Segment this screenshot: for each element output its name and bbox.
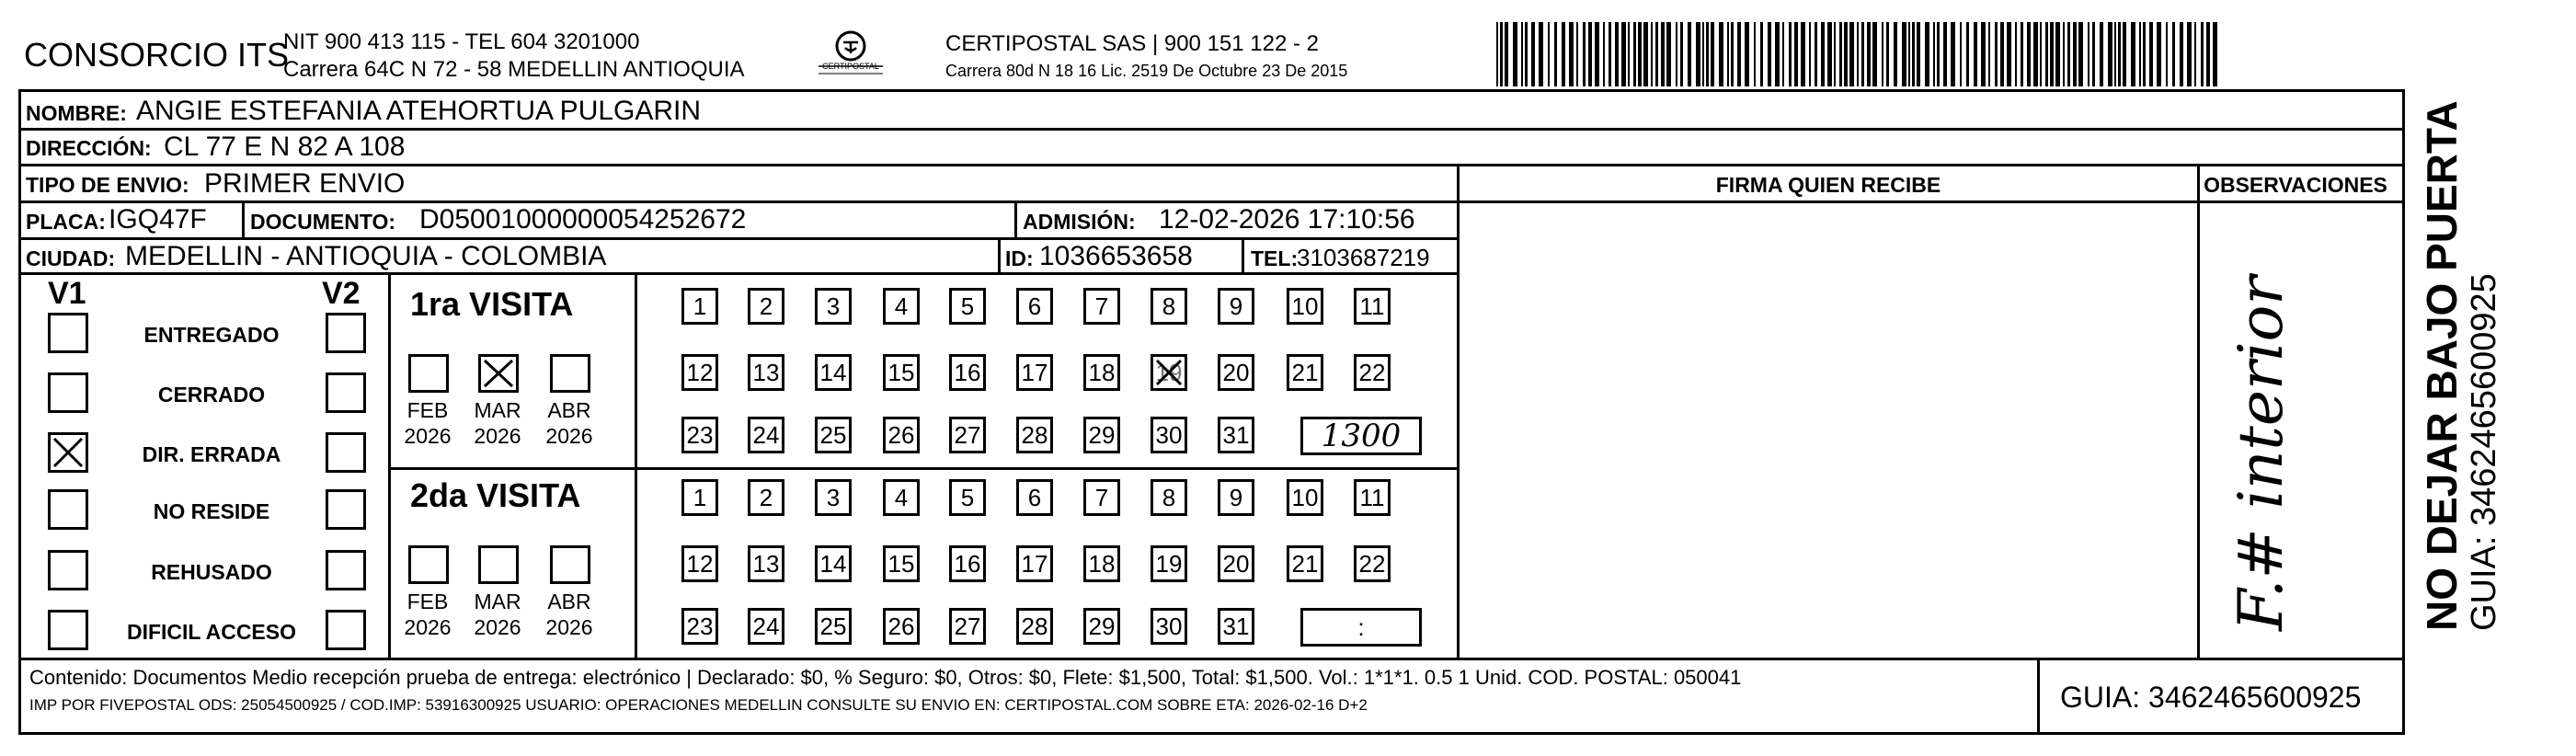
barcode-bar: [2180, 22, 2183, 86]
visit-1-title: 1ra VISITA: [410, 285, 574, 323]
month-label: MAR: [474, 398, 521, 422]
month-year: 2026: [474, 615, 521, 639]
barcode-bar: [1872, 22, 1877, 86]
month-year: 2026: [545, 424, 593, 448]
barcode-bar: [2143, 22, 2146, 86]
day-box[interactable]: 2: [748, 288, 784, 325]
day-box[interactable]: 11: [1354, 479, 1391, 516]
barcode-bar: [2114, 22, 2116, 86]
barcode-bar: [1775, 22, 1780, 86]
barcode-bar: [1562, 22, 1565, 86]
day-box[interactable]: 29: [1083, 608, 1120, 645]
day-box[interactable]: 26: [883, 417, 920, 453]
v2-checkbox[interactable]: [326, 432, 366, 473]
barcode-bar: [1496, 22, 1498, 86]
barcode-bar: [1912, 22, 1915, 86]
company-name: CONSORCIO ITS: [24, 36, 290, 74]
day-box[interactable]: 1: [681, 479, 718, 516]
barcode-bar: [1821, 22, 1825, 86]
barcode-bar: [1981, 22, 1986, 86]
barcode-bar: [1676, 22, 1677, 86]
barcode-bar: [2055, 22, 2060, 86]
month-label: ABR: [547, 590, 591, 613]
status-label: DIR. ERRADA: [142, 442, 281, 466]
barcode-bar: [2078, 22, 2083, 86]
day-box[interactable]: 27: [949, 417, 986, 453]
barcode-bar: [1782, 22, 1784, 86]
barcode-bar: [1643, 22, 1648, 86]
barcode-bar: [2045, 22, 2048, 86]
barcode-bar: [1727, 22, 1729, 86]
day-box[interactable]: 22: [1354, 354, 1391, 391]
v2-checkbox[interactable]: [326, 313, 366, 353]
day-box[interactable]: 26: [883, 608, 920, 645]
day-box[interactable]: 4: [883, 288, 920, 325]
placa-value: IGQ47F: [109, 204, 207, 235]
day-box[interactable]: 13: [748, 354, 784, 391]
day-box[interactable]: 5: [949, 288, 986, 325]
barcode-bar: [1521, 22, 1523, 86]
barcode-bar: [1809, 22, 1811, 86]
observaciones-header: OBSERVACIONES: [2204, 173, 2387, 197]
barcode-bar: [1505, 22, 1508, 86]
day-box[interactable]: 10: [1287, 479, 1323, 516]
check-mark: [51, 435, 86, 470]
barcode-bar: [1554, 22, 1557, 86]
barcode-bar: [2157, 22, 2161, 86]
month-checkbox[interactable]: [550, 354, 590, 393]
tel-value: 3103687219: [1297, 244, 1430, 271]
barcode-bar: [2206, 22, 2210, 86]
day-box[interactable]: 29: [1083, 417, 1120, 453]
barcode-bar: [1844, 22, 1848, 86]
barcode-bar: [2100, 22, 2103, 86]
observation-text: F.# interior: [2226, 276, 2296, 631]
visit-2-title: 2da VISITA: [410, 476, 581, 514]
day-box[interactable]: 15: [883, 545, 920, 582]
day-box[interactable]: 23: [681, 608, 718, 645]
side-line-2: GUIA: 3462465600925: [2465, 273, 2503, 631]
barcode-bar: [1815, 22, 1817, 86]
barcode-bar: [1531, 22, 1535, 86]
day-box[interactable]: 17: [1016, 545, 1053, 582]
direccion-label: DIRECCIÓN:: [26, 136, 152, 160]
barcode-bar: [2088, 22, 2089, 86]
check-mark: [481, 357, 516, 390]
barcode-bar: [1638, 22, 1642, 86]
barcode-bar: [1615, 22, 1619, 86]
documento-label: DOCUMENTO:: [250, 210, 396, 234]
day-box[interactable]: 3: [815, 288, 852, 325]
barcode-bar: [2139, 22, 2141, 86]
day-box[interactable]: 16: [949, 545, 986, 582]
barcode-bar: [1882, 22, 1883, 86]
side-warning: [2419, 100, 2503, 631]
barcode-bar: [1539, 22, 1543, 86]
day-box[interactable]: 22: [1354, 545, 1391, 582]
barcode-bar: [1525, 22, 1528, 86]
barcode-bar: [1917, 22, 1920, 86]
barcode-bar: [1886, 22, 1889, 86]
v1-checkbox[interactable]: [48, 489, 88, 530]
day-box[interactable]: 31: [1218, 417, 1254, 453]
v2-checkbox[interactable]: [326, 489, 366, 530]
day-box[interactable]: 15: [883, 354, 920, 391]
barcode-bar: [1974, 22, 1977, 86]
day-box[interactable]: 12: [681, 354, 718, 391]
month-label: ABR: [547, 398, 591, 422]
carrier-logo-text: CERTIPOSTAL: [822, 62, 879, 71]
barcode-bar: [1760, 22, 1763, 86]
barcode-bar: [2213, 22, 2217, 86]
barcode-bar: [1857, 22, 1859, 86]
day-box[interactable]: 5: [949, 479, 986, 516]
time-box[interactable]: [1300, 608, 1422, 647]
barcode-bar: [2015, 22, 2017, 86]
barcode-bar: [2166, 22, 2168, 86]
barcode-bar: [1702, 22, 1704, 86]
month-label: MAR: [474, 590, 521, 613]
day-box[interactable]: 10: [1287, 288, 1323, 325]
barcode-bar: [2194, 22, 2196, 86]
barcode-bar: [1621, 22, 1626, 86]
barcode-bar: [1754, 22, 1756, 86]
day-box[interactable]: 18: [1083, 354, 1120, 391]
day-box[interactable]: 6: [1016, 479, 1053, 516]
placa-label: PLACA:: [26, 210, 106, 234]
v2-checkbox[interactable]: [326, 610, 366, 650]
v1-checkbox[interactable]: [48, 610, 88, 650]
barcode-bar: [1661, 22, 1665, 86]
day-box[interactable]: 31: [1218, 608, 1254, 645]
day-box[interactable]: 11: [1354, 288, 1391, 325]
day-box[interactable]: 28: [1016, 417, 1053, 453]
footer-guia: GUIA: 3462465600925: [2060, 681, 2362, 714]
barcode-bar: [1651, 22, 1653, 86]
barcode-bar: [1933, 22, 1935, 86]
barcode-bar: [1834, 22, 1836, 86]
barcode-bar: [1839, 22, 1842, 86]
barcode-bar: [2021, 22, 2023, 86]
barcode-bar: [1995, 22, 1998, 86]
day-box[interactable]: 24: [748, 417, 784, 453]
day-box[interactable]: 27: [949, 608, 986, 645]
direccion-value: CL 77 E N 82 A 108: [164, 132, 406, 162]
carrier-line-1: CERTIPOSTAL SAS | 900 151 122 - 2: [945, 31, 1319, 56]
barcode-bar: [1500, 22, 1503, 86]
company-line-1: NIT 900 413 115 - TEL 604 3201000: [283, 29, 640, 54]
day-box[interactable]: 14: [815, 545, 852, 582]
time-value: :: [1357, 613, 1365, 641]
month-checkbox[interactable]: [478, 545, 519, 584]
day-box[interactable]: 25: [815, 417, 852, 453]
status-label: NO RESIDE: [153, 499, 270, 523]
status-label: CERRADO: [157, 383, 266, 407]
v1-checkbox[interactable]: [48, 550, 88, 590]
day-box[interactable]: 20: [1218, 354, 1254, 391]
barcode-bar: [1908, 22, 1910, 86]
nombre-value: ANGIE ESTEFANIA ATEHORTUA PULGARIN: [136, 96, 702, 126]
barcode-bar: [1801, 22, 1805, 86]
month-year: 2026: [474, 424, 521, 448]
day-box[interactable]: 19: [1151, 354, 1187, 391]
barcode-bar: [1951, 22, 1955, 86]
status-label: DIFICIL ACCESO: [126, 620, 296, 644]
barcode-bar: [1696, 22, 1700, 86]
month-year: 2026: [545, 615, 593, 639]
barcode-bar: [2040, 22, 2042, 86]
barcode-bar: [1513, 22, 1517, 86]
barcode-bar: [1937, 22, 1940, 86]
barcode-bar: [1794, 22, 1798, 86]
barcode-bar: [2050, 22, 2054, 86]
id-label: ID:: [1005, 246, 1034, 270]
firma-header: FIRMA QUIEN RECIBE: [1715, 173, 1941, 197]
day-box[interactable]: 12: [681, 545, 718, 582]
day-box[interactable]: 25: [815, 608, 852, 645]
v1-checkbox[interactable]: [48, 432, 88, 473]
barcode: [1496, 22, 2223, 86]
barcode-bar: [1628, 22, 1630, 86]
v1-checkbox[interactable]: [48, 372, 88, 413]
day-box[interactable]: 19: [1151, 545, 1187, 582]
barcode-bar: [2027, 22, 2031, 86]
day-box[interactable]: 4: [883, 479, 920, 516]
carrier-line-2: Carrera 80d N 18 16 Lic. 2519 De Octubre 23 De 2015: [945, 62, 1348, 80]
day-box[interactable]: 21: [1287, 545, 1323, 582]
barcode-bar: [2007, 22, 2011, 86]
admision-value: 12-02-2026 17:10:56: [1159, 204, 1415, 235]
barcode-bar: [1943, 22, 1947, 86]
v2-checkbox[interactable]: [326, 372, 366, 413]
barcode-bar: [2131, 22, 2135, 86]
day-box[interactable]: 13: [748, 545, 784, 582]
barcode-bar: [1711, 22, 1714, 86]
month-checkbox[interactable]: [408, 354, 449, 393]
barcode-bar: [1569, 22, 1574, 86]
check-mark: [1153, 357, 1185, 388]
barcode-bar: [1745, 22, 1749, 86]
status-label: REHUSADO: [151, 560, 272, 584]
barcode-bar: [1655, 22, 1658, 86]
barcode-bar: [2201, 22, 2204, 86]
barcode-bar: [1719, 22, 1723, 86]
side-line-1: NO DEJAR BAJO PUERTA: [2418, 100, 2466, 631]
barcode-bar: [1960, 22, 1962, 86]
day-box[interactable]: 21: [1287, 354, 1323, 391]
day-box[interactable]: 8: [1151, 479, 1187, 516]
barcode-bar: [1966, 22, 1969, 86]
documento-value: D05001000000054252672: [419, 204, 747, 235]
day-box[interactable]: 7: [1083, 288, 1120, 325]
barcode-bar: [1988, 22, 1990, 86]
barcode-bar: [1583, 22, 1586, 86]
carrier-logo: [809, 26, 892, 81]
day-box[interactable]: 3: [815, 479, 852, 516]
barcode-bar: [1666, 22, 1671, 86]
id-value: 1036653658: [1039, 241, 1193, 271]
barcode-bar: [1609, 22, 1611, 86]
company-line-2: Carrera 64C N 72 - 58 MEDELLIN ANTIOQUIA: [283, 57, 745, 82]
footer-line-1: Contenido: Documentos Medio recepción prueba de entrega: electrónico | Declarado: $0, % Seguro: $0, Otros: $0, Flete: $1,500, Total: $1,500. Vol.: 1*1*1. 0.5 1 Unid. COD. POSTAL: 050041: [29, 666, 1742, 689]
time-value: 1300: [1321, 418, 1402, 454]
barcode-bar: [1688, 22, 1691, 86]
time-box[interactable]: [1300, 417, 1422, 455]
month-label: FEB: [406, 590, 449, 613]
barcode-bar: [1548, 22, 1550, 86]
month-label: FEB: [406, 398, 449, 422]
barcode-bar: [1849, 22, 1854, 86]
day-box[interactable]: 17: [1016, 354, 1053, 391]
barcode-bar: [2187, 22, 2192, 86]
tel-label: TEL:: [1251, 246, 1299, 270]
observation-handwriting: [2226, 276, 2296, 631]
barcode-bar: [2073, 22, 2077, 86]
day-box[interactable]: 14: [815, 354, 852, 391]
day-box[interactable]: 18: [1083, 545, 1120, 582]
v1-checkbox[interactable]: [48, 313, 88, 353]
v2-checkbox[interactable]: [326, 550, 366, 590]
v1-label: V1: [48, 276, 86, 311]
day-box[interactable]: 23: [681, 417, 718, 453]
barcode-bar: [2108, 22, 2112, 86]
footer-line-2: IMP POR FIVEPOSTAL ODS: 25054500925 / COD.IMP: 53916300925 USUARIO: OPERACIONES MEDELLIN CONSULTE SU ENVIO EN: CERTIPOSTAL.COM SOBRE ETA: 2026-02-16 D+2: [29, 696, 1368, 714]
day-box[interactable]: 20: [1218, 545, 1254, 582]
barcode-bar: [2149, 22, 2153, 86]
barcode-bar: [2123, 22, 2126, 86]
barcode-bar: [1706, 22, 1709, 86]
day-box[interactable]: 2: [748, 479, 784, 516]
month-checkbox[interactable]: [550, 545, 590, 584]
barcode-bar: [1867, 22, 1871, 86]
barcode-bar: [2000, 22, 2004, 86]
day-box[interactable]: 9: [1218, 479, 1254, 516]
barcode-bar: [2172, 22, 2175, 86]
ciudad-value: MEDELLIN - ANTIOQUIA - COLOMBIA: [125, 241, 607, 271]
barcode-bar: [2033, 22, 2038, 86]
barcode-bar: [1925, 22, 1929, 86]
nombre-label: NOMBRE:: [26, 101, 127, 125]
status-label: ENTREGADO: [143, 323, 280, 347]
barcode-bar: [1789, 22, 1792, 86]
day-box[interactable]: 6: [1016, 288, 1053, 325]
barcode-bar: [1595, 22, 1599, 86]
day-box[interactable]: 30: [1151, 608, 1187, 645]
day-box[interactable]: 28: [1016, 608, 1053, 645]
day-box[interactable]: 7: [1083, 479, 1120, 516]
barcode-bar: [1576, 22, 1578, 86]
barcode-bar: [1737, 22, 1741, 86]
day-box[interactable]: 30: [1151, 417, 1187, 453]
barcode-bar: [2118, 22, 2121, 86]
tipo-envio-label: TIPO DE ENVIO:: [26, 173, 189, 197]
day-box[interactable]: 1: [681, 288, 718, 325]
day-box[interactable]: 24: [748, 608, 784, 645]
admision-label: ADMISIÓN:: [1023, 210, 1136, 234]
barcode-bar: [1680, 22, 1683, 86]
day-box[interactable]: 9: [1218, 288, 1254, 325]
month-checkbox[interactable]: [478, 354, 519, 393]
barcode-bar: [1902, 22, 1906, 86]
month-year: 2026: [404, 424, 452, 448]
barcode-bar: [1731, 22, 1734, 86]
tipo-envio-value: PRIMER ENVIO: [204, 168, 406, 199]
month-year: 2026: [404, 615, 452, 639]
barcode-bar: [1861, 22, 1864, 86]
barcode-bar: [2092, 22, 2095, 86]
barcode-bar: [1894, 22, 1897, 86]
barcode-bar: [2063, 22, 2065, 86]
barcode-bar: [2067, 22, 2070, 86]
ciudad-label: CIUDAD:: [26, 246, 116, 270]
day-box[interactable]: 8: [1151, 288, 1187, 325]
barcode-bar: [1633, 22, 1636, 86]
barcode-bar: [1827, 22, 1832, 86]
month-checkbox[interactable]: [408, 545, 449, 584]
barcode-bar: [1588, 22, 1592, 86]
v2-label: V2: [322, 276, 361, 311]
day-box[interactable]: 16: [949, 354, 986, 391]
barcode-bar: [1603, 22, 1605, 86]
barcode-bar: [1768, 22, 1771, 86]
